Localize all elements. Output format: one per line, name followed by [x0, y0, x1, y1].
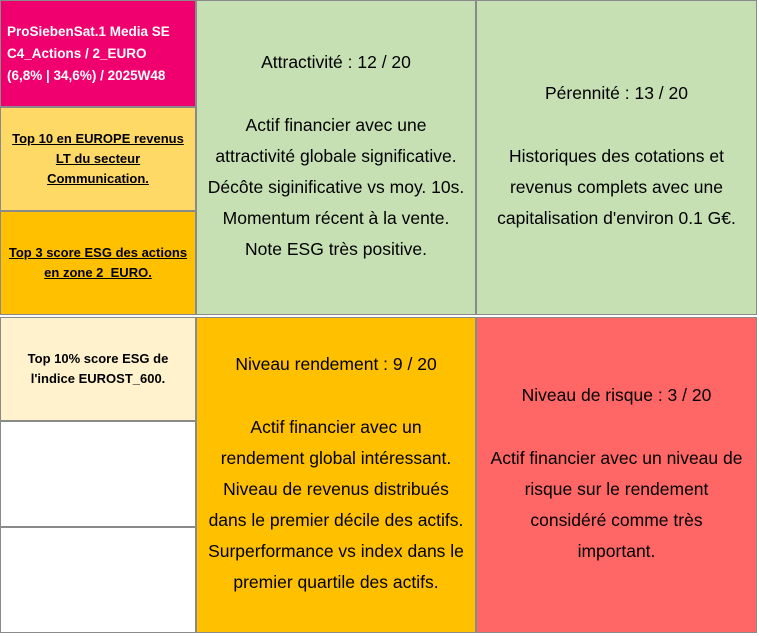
risque-description [491, 443, 743, 567]
company-header-cell [0, 0, 196, 107]
badge-top10-europe [0, 107, 196, 211]
desc-line: premier quartile des actifs. [233, 572, 439, 592]
rendement-panel [196, 317, 476, 633]
badge-line: l'indice EUROST_600. [30, 371, 166, 386]
badge-line: Communication. [47, 171, 149, 186]
empty-cell [0, 527, 196, 633]
company-category: C4_Actions / 2_EURO [7, 45, 147, 61]
desc-line: considéré comme très [530, 510, 703, 530]
desc-line: revenus complets avec une [509, 177, 724, 197]
desc-line: Décôte siginificative vs moy. 10s. [207, 177, 465, 197]
badge-line: en zone 2_EURO. [44, 265, 152, 280]
perennite-title: Pérennité : 13 / 20 [544, 83, 689, 103]
desc-line: attractivité globale significative. [215, 146, 457, 166]
desc-line: Actif financier avec un [250, 417, 422, 437]
desc-line: rendement global intéressant. [220, 448, 452, 468]
perennite-panel [476, 0, 757, 315]
rendement-title: Niveau rendement : 9 / 20 [235, 354, 437, 374]
risque-panel [476, 317, 757, 633]
desc-line: capitalisation d'environ 0.1 G€. [497, 208, 736, 228]
badge-top10pct-esg [0, 317, 196, 421]
desc-line: Actif financier avec une [245, 115, 427, 135]
desc-line: dans le premier décile des actifs. [208, 510, 464, 530]
attractivite-title: Attractivité : 12 / 20 [261, 52, 411, 72]
desc-line: Surperformance vs index dans le [208, 541, 464, 561]
company-stats: (6,8% | 34,6%) / 2025W48 [7, 67, 166, 83]
perennite-description [497, 141, 736, 234]
company-name: ProSiebenSat.1 Media SE [7, 23, 170, 39]
desc-line: Actif financier avec un niveau de [490, 448, 743, 468]
badge-line: Top 10% score ESG de [27, 351, 169, 366]
badge-line: LT du secteur [55, 151, 141, 166]
empty-cell [0, 421, 196, 527]
badge-top3-esg [0, 211, 196, 315]
desc-line: Note ESG très positive. [245, 239, 427, 259]
attractivite-panel [196, 0, 476, 315]
risque-title: Niveau de risque : 3 / 20 [521, 385, 712, 405]
desc-line: Momentum récent à la vente. [222, 208, 450, 228]
desc-line: Niveau de revenus distribués [223, 479, 449, 499]
rendement-description [208, 412, 464, 598]
desc-line: important. [577, 541, 656, 561]
badge-line: Top 3 score ESG des actions [8, 245, 188, 260]
desc-line: risque sur le rendement [524, 479, 709, 499]
desc-line: Historiques des cotations et [509, 146, 724, 166]
attractivite-description [208, 110, 464, 265]
badge-line: Top 10 en EUROPE revenus [12, 131, 184, 146]
